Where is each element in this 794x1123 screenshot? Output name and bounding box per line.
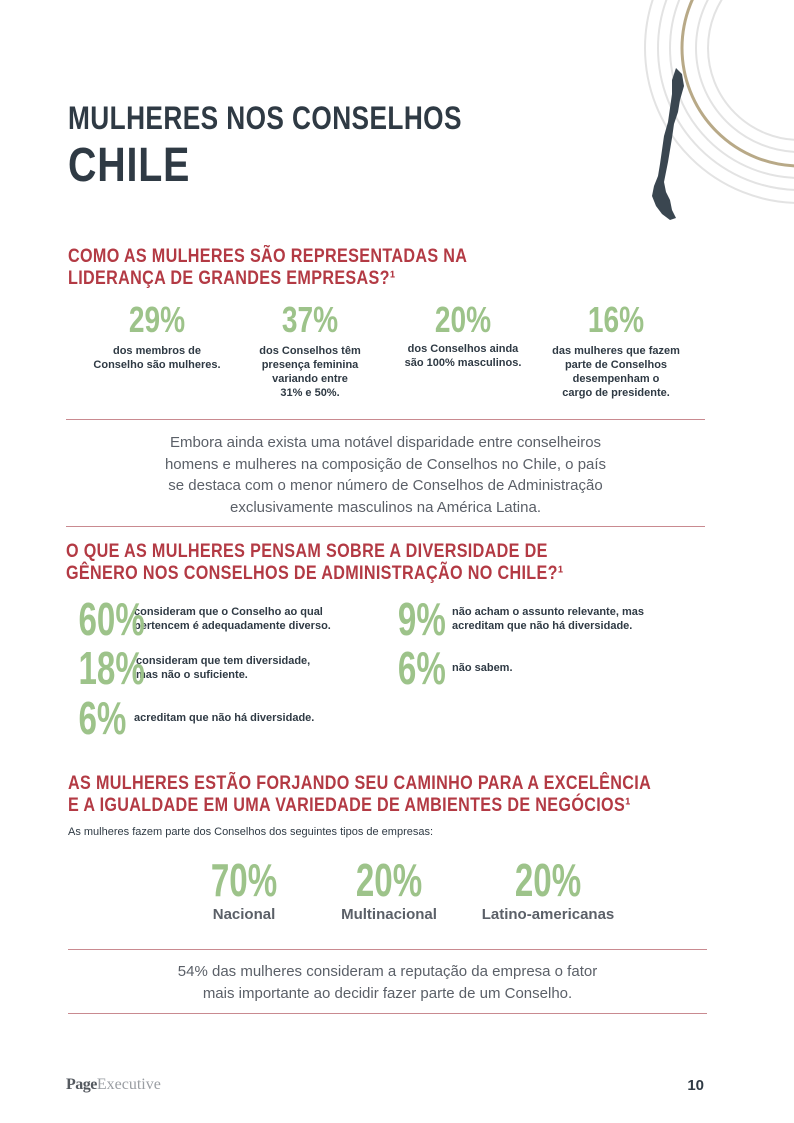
page-title: MULHERES NOS CONSELHOS xyxy=(68,100,462,136)
header-decoration xyxy=(600,0,794,230)
section1-heading: COMO AS MULHERES SÃO REPRESENTADAS NA LIDERANÇA DE GRANDES EMPRESAS?¹ xyxy=(68,246,468,289)
stat-description: dos membros de Conselho são mulheres. xyxy=(93,345,221,371)
opinion-description: consideram que o Conselho ao qual pertencem é adequadamente diverso. xyxy=(134,606,331,632)
stat-female-presence xyxy=(235,300,385,400)
section1-paragraph: Embora ainda exista uma notável disparidade entre conselheiros homens e mulheres na composição de Conselhos no Chile, o país se destaca com o menor número de Conselhos de Administração exclusivamente masculinos na América Latina. xyxy=(164,434,607,516)
stat-description: dos Conselhos ainda são 100% masculinos. xyxy=(404,343,522,369)
opinion-item xyxy=(380,642,513,694)
opinion-item xyxy=(380,593,644,645)
opinion-item xyxy=(60,692,315,744)
section3-paragraph: 54% das mulheres consideram a reputação da empresa o fator mais importante ao decidir fazer parte de um Conselho. xyxy=(177,963,598,1002)
divider xyxy=(68,1013,707,1014)
page-executive-logo: PageExecutive xyxy=(66,1076,161,1093)
stat-all-male xyxy=(388,300,538,370)
company-type-national xyxy=(164,856,324,923)
page-subtitle-country: CHILE xyxy=(68,139,191,192)
opinion-description: não sabem. xyxy=(452,662,513,674)
company-type-latam xyxy=(468,856,628,923)
type-value: 20% xyxy=(514,854,582,906)
section3-heading: AS MULHERES ESTÃO FORJANDO SEU CAMINHO PARA A EXCELÊNCIA E A IGUALDADE EM UMA VARIEDADE DE AMBIENTES DE NEGÓCIOS¹ xyxy=(68,773,652,816)
opinion-description: não acham o assunto relevante, mas acreditam que não há diversidade. xyxy=(452,606,644,632)
company-type-multinational xyxy=(309,856,469,923)
opinion-value: 60% xyxy=(78,593,145,645)
type-label: Multinacional xyxy=(341,906,437,923)
stat-presidents xyxy=(541,300,691,400)
stat-value: 16% xyxy=(587,299,645,340)
type-value: 20% xyxy=(355,854,423,906)
stat-value: 29% xyxy=(128,299,186,340)
opinion-value: 18% xyxy=(78,642,145,694)
type-label: Nacional xyxy=(212,906,276,923)
opinion-value: 9% xyxy=(397,593,446,645)
opinion-description: acreditam que não há diversidade. xyxy=(134,712,315,724)
type-label: Latino-americanas xyxy=(481,906,615,923)
section3-intro: As mulheres fazem parte dos Conselhos dos seguintes tipos de empresas: xyxy=(68,826,434,838)
opinion-description: consideram que tem diversidade, mas não o suficiente. xyxy=(136,655,311,681)
opinion-item xyxy=(60,593,331,645)
stat-value: 20% xyxy=(434,299,492,340)
opinion-value: 6% xyxy=(397,642,446,694)
concentric-rings-icon xyxy=(600,0,794,230)
stat-description: das mulheres que fazem parte de Conselhos desempenham o cargo de presidente. xyxy=(552,345,680,399)
section2-heading: O QUE AS MULHERES PENSAM SOBRE A DIVERSIDADE DE GÊNERO NOS CONSELHOS DE ADMINISTRAÇÃO NO CHILE?¹ xyxy=(66,541,564,584)
divider xyxy=(68,949,707,950)
stat-description: dos Conselhos têm presença feminina variando entre 31% e 50%. xyxy=(259,345,361,399)
stat-members xyxy=(82,300,232,372)
divider xyxy=(66,526,705,527)
opinion-value: 6% xyxy=(78,692,127,744)
divider xyxy=(66,419,705,420)
stat-value: 37% xyxy=(281,299,339,340)
opinion-item xyxy=(60,642,311,694)
page-number: 10 xyxy=(687,1077,704,1094)
type-value: 70% xyxy=(210,854,278,906)
